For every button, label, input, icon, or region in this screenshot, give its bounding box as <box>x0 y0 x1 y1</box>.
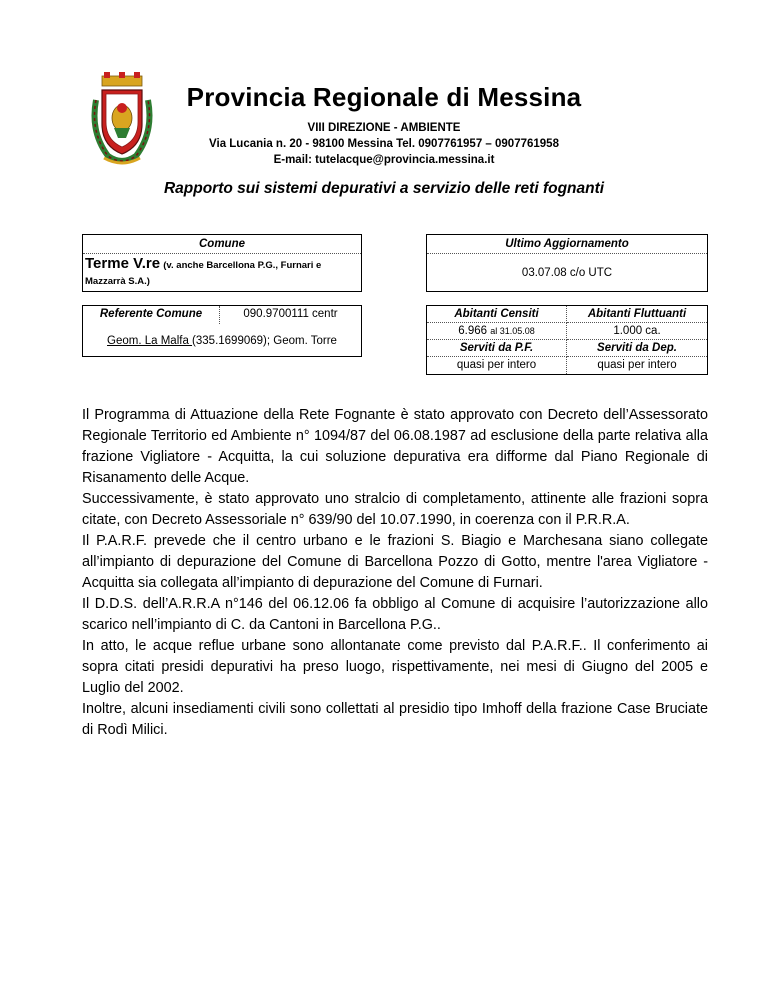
referente-name-underlined: Geom. La Malfa <box>107 335 193 347</box>
comune-note-2: Mazzarrà S.A.) <box>85 276 150 287</box>
paragraph-6: Inoltre, alcuni insediamenti civili sono collettati al presidio tipo Imhoff della frazione Case Bruciate di Rodì Milici. <box>82 701 708 738</box>
department-line: VIII DIREZIONE - AMBIENTE <box>307 122 461 134</box>
aggiornamento-value: 03.07.08 c/o UTC <box>521 267 613 279</box>
referente-box <box>82 305 362 357</box>
fluttuanti-value: 1.000 ca. <box>567 323 707 340</box>
email-line: E-mail: tutelacque@provincia.messina.it <box>273 154 495 166</box>
comune-box <box>82 234 362 292</box>
serviti-pf-label: Serviti da P.F. <box>427 340 567 357</box>
aggiornamento-label: Ultimo Aggiornamento <box>427 235 707 254</box>
referente-name-rest: (335.1699069); Geom. Torre <box>192 335 337 347</box>
report-subtitle: Rapporto sui sistemi depurativi a servizio delle reti fognanti <box>163 180 605 197</box>
aggiornamento-box <box>426 234 708 292</box>
paragraph-4: Il D.D.S. dell’A.R.R.A n°146 del 06.12.06 fa obbligo al Comune di acquisire l’autorizzazione allo scarico nell’impianto di C. da Cantoni in Barcellona P.G.. <box>82 596 708 633</box>
address-line: Via Lucania n. 20 - 98100 Messina Tel. 0907761957 – 0907761958 <box>209 138 559 150</box>
referente-contacts <box>83 326 361 356</box>
comune-name-line <box>85 255 361 275</box>
page-title: Provincia Regionale di Messina <box>186 82 582 112</box>
censiti-date: al 31.05.08 <box>490 326 535 336</box>
serviti-dep-label: Serviti da Dep. <box>567 340 707 357</box>
paragraph-3: Il P.A.R.F. prevede che il centro urbano e le frazioni S. Biagio e Marchesana siano collegate all’impianto di depurazione del Comune di Barcellona Pozzo di Gotto, mentre l'area Vigliatore - Acquitta sia collegata all’impianto di depurazione del Comune di Furnari. <box>82 533 708 591</box>
censiti-label: Abitanti Censiti <box>427 306 567 323</box>
serviti-dep-value: quasi per intero <box>597 359 677 371</box>
serviti-pf-value: quasi per intero <box>427 357 567 374</box>
comune-name: Terme V.re <box>85 255 161 272</box>
comune-label: Comune <box>83 235 361 254</box>
report-body <box>82 405 708 741</box>
censiti-value-cell <box>427 323 567 340</box>
paragraph-2: Successivamente, è stato approvato uno stralcio di completamento, attinente alle frazioni sopra citate, con Decreto Assessoriale n° 639/90 del 10.07.1990, in coerenza con il P.R.R.A. <box>82 491 708 528</box>
fluttuanti-label: Abitanti Fluttuanti <box>567 306 707 323</box>
referente-phone: 090.9700111 centr <box>243 308 338 320</box>
referente-label: Referente Comune <box>83 306 220 324</box>
censiti-value: 6.966 <box>458 325 488 337</box>
comune-note-1: (v. anche Barcellona P.G., Furnari e <box>163 260 322 271</box>
abitanti-box <box>426 305 708 375</box>
paragraph-1: Il Programma di Attuazione della Rete Fognante è stato approvato con Decreto dell’Assessorato Regionale Territorio ed Ambiente n° 1094/87 del 06.08.1987 ad esclusione della parte relativa alla frazione Vigliatore - Acquitta, la cui soluzione depurativa era difforme dal Piano Regionale di Risanamento delle Acque. <box>82 407 708 486</box>
paragraph-5: In atto, le acque reflue urbane sono allontanate come previsto dal P.A.R.F.. Il conferimento ai sopra citati presidi depurativi ha preso luogo, rispettivamente, nei mesi di Giugno del 2005 e Luglio del 2002. <box>82 638 708 696</box>
